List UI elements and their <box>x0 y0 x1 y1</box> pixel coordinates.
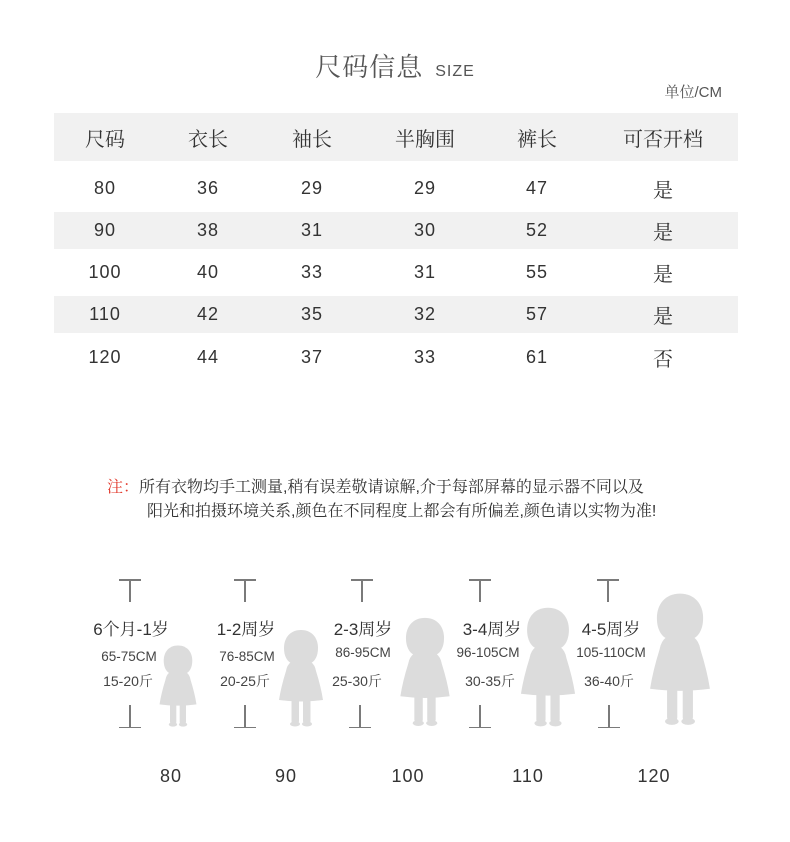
marker-stem <box>359 705 361 728</box>
group-size: 120 <box>637 766 671 786</box>
cell-length: 40 <box>196 261 220 282</box>
group-weight: 30-35斤 <box>465 673 515 689</box>
note-text-2: 阳光和拍摄环境关系,颜色在不同程度上都会有所偏差,颜色请以实物为准! <box>147 503 657 520</box>
marker-stem <box>244 705 246 728</box>
height-marker-top <box>351 579 373 602</box>
marker-bar <box>119 727 141 729</box>
marker-stem <box>607 579 609 602</box>
group-weight: 20-25斤 <box>220 673 270 689</box>
header-open-crotch: 可否开档 <box>623 128 703 151</box>
cell-length: 36 <box>196 177 220 198</box>
cell-half-chest: 32 <box>413 304 437 324</box>
group-size: 90 <box>274 766 298 786</box>
cell-pants-length: 61 <box>525 346 549 367</box>
silhouette-foot <box>426 720 437 726</box>
silhouette-leg <box>292 698 300 724</box>
table-header-row <box>54 113 738 161</box>
cell-sleeve: 31 <box>300 220 324 240</box>
silhouette-foot <box>681 718 695 725</box>
group-height: 76-85CM <box>219 649 275 664</box>
group-weight: 15-20斤 <box>103 673 153 689</box>
marker-stem <box>479 579 481 602</box>
title-sub: SIZE <box>435 63 475 80</box>
cell-length: 38 <box>196 220 220 240</box>
size-table <box>54 113 738 383</box>
height-marker-bottom <box>119 705 141 728</box>
cell-sleeve: 33 <box>300 261 324 282</box>
note-line-1 <box>107 478 644 498</box>
silhouette-foot <box>302 722 312 727</box>
cell-length: 44 <box>196 346 220 367</box>
note-line-2 <box>147 502 656 522</box>
cell-half-chest: 29 <box>413 177 437 198</box>
group-weight: 25-30斤 <box>332 673 382 689</box>
note-label: 注： <box>107 479 140 496</box>
marker-bar <box>469 727 491 729</box>
cell-open-crotch: 否 <box>653 348 673 371</box>
note-text-1: 所有衣物均手工测量,稍有误差敬请谅解,介于每部屏幕的显示器不同以及 <box>139 479 644 496</box>
cell-pants-length: 55 <box>525 261 549 282</box>
header-size: 尺码 <box>85 128 125 151</box>
height-marker-top <box>597 579 619 602</box>
marker-stem <box>608 705 610 728</box>
silhouette-foot <box>290 722 300 727</box>
cell-open-crotch: 是 <box>653 263 673 286</box>
header-half-chest: 半胸围 <box>395 128 455 151</box>
silhouette-foot <box>549 720 561 726</box>
group-age: 3-4周岁 <box>462 620 522 639</box>
cell-size: 110 <box>89 304 121 324</box>
silhouette-leg <box>427 694 435 723</box>
marker-bar <box>234 727 256 729</box>
group-height: 96-105CM <box>456 645 520 660</box>
silhouette-leg <box>170 703 176 725</box>
table-row <box>54 296 738 333</box>
height-marker-top <box>119 579 141 602</box>
cell-pants-length: 52 <box>525 220 549 240</box>
silhouette-leg <box>550 691 559 723</box>
silhouette-leg <box>536 691 545 723</box>
group-age: 6个月-1岁 <box>93 620 169 639</box>
height-marker-bottom <box>469 705 491 728</box>
unit-label: 单位/CM <box>664 84 722 101</box>
silhouette-dress <box>650 634 710 690</box>
silhouette-leg <box>667 686 677 721</box>
marker-bar <box>598 727 620 729</box>
marker-bar <box>349 727 371 729</box>
height-marker-top <box>469 579 491 602</box>
height-marker-top <box>234 579 256 602</box>
group-age: 1-2周岁 <box>216 620 276 639</box>
table-row <box>54 336 738 378</box>
marker-stem <box>129 705 131 728</box>
header-sleeve: 袖长 <box>292 128 332 151</box>
silhouette-head <box>657 594 703 639</box>
cell-open-crotch: 是 <box>653 306 673 328</box>
cell-open-crotch: 是 <box>653 179 673 202</box>
child-silhouette-120 <box>646 588 714 727</box>
group-weight: 36-40斤 <box>584 673 634 689</box>
group-height: 86-95CM <box>335 645 391 660</box>
header-length: 衣长 <box>188 128 228 151</box>
group-height: 105-110CM <box>576 645 646 660</box>
group-size: 80 <box>159 766 183 786</box>
cell-size: 100 <box>88 261 122 282</box>
silhouette-foot <box>179 722 187 726</box>
height-marker-bottom <box>234 705 256 728</box>
silhouette-foot <box>665 718 679 725</box>
cell-pants-length: 47 <box>525 177 549 198</box>
cell-sleeve: 35 <box>300 304 324 324</box>
silhouette-foot <box>534 720 546 726</box>
silhouette-leg <box>414 694 422 723</box>
cell-half-chest: 33 <box>413 346 437 367</box>
marker-stem <box>361 579 363 602</box>
cell-length: 42 <box>196 304 220 324</box>
silhouette-leg <box>180 703 186 725</box>
header-pants-length: 裤长 <box>517 128 557 151</box>
group-age: 2-3周岁 <box>333 620 393 639</box>
group-height: 65-75CM <box>101 649 157 664</box>
table-row <box>54 212 738 249</box>
marker-stem <box>244 579 246 602</box>
marker-stem <box>129 579 131 602</box>
title-main: 尺码信息 <box>315 52 424 82</box>
silhouette-leg <box>683 686 693 721</box>
marker-stem <box>479 705 481 728</box>
cell-open-crotch: 是 <box>653 222 673 244</box>
group-age: 4-5周岁 <box>581 620 641 639</box>
cell-half-chest: 30 <box>413 220 437 240</box>
height-marker-bottom <box>598 705 620 728</box>
group-size: 100 <box>391 766 425 786</box>
cell-size: 120 <box>88 346 122 367</box>
table-row <box>54 167 738 209</box>
size-info-title <box>0 51 790 88</box>
cell-sleeve: 37 <box>300 346 324 367</box>
table-row <box>54 251 738 293</box>
cell-pants-length: 57 <box>525 304 549 324</box>
silhouette-foot <box>169 722 177 726</box>
cell-size: 90 <box>93 220 117 240</box>
cell-half-chest: 31 <box>413 261 437 282</box>
cell-size: 80 <box>93 177 117 198</box>
silhouette-foot <box>413 720 424 726</box>
cell-sleeve: 29 <box>300 177 324 198</box>
group-size: 110 <box>512 766 544 786</box>
height-marker-bottom <box>349 705 371 728</box>
silhouette-leg <box>303 698 311 724</box>
